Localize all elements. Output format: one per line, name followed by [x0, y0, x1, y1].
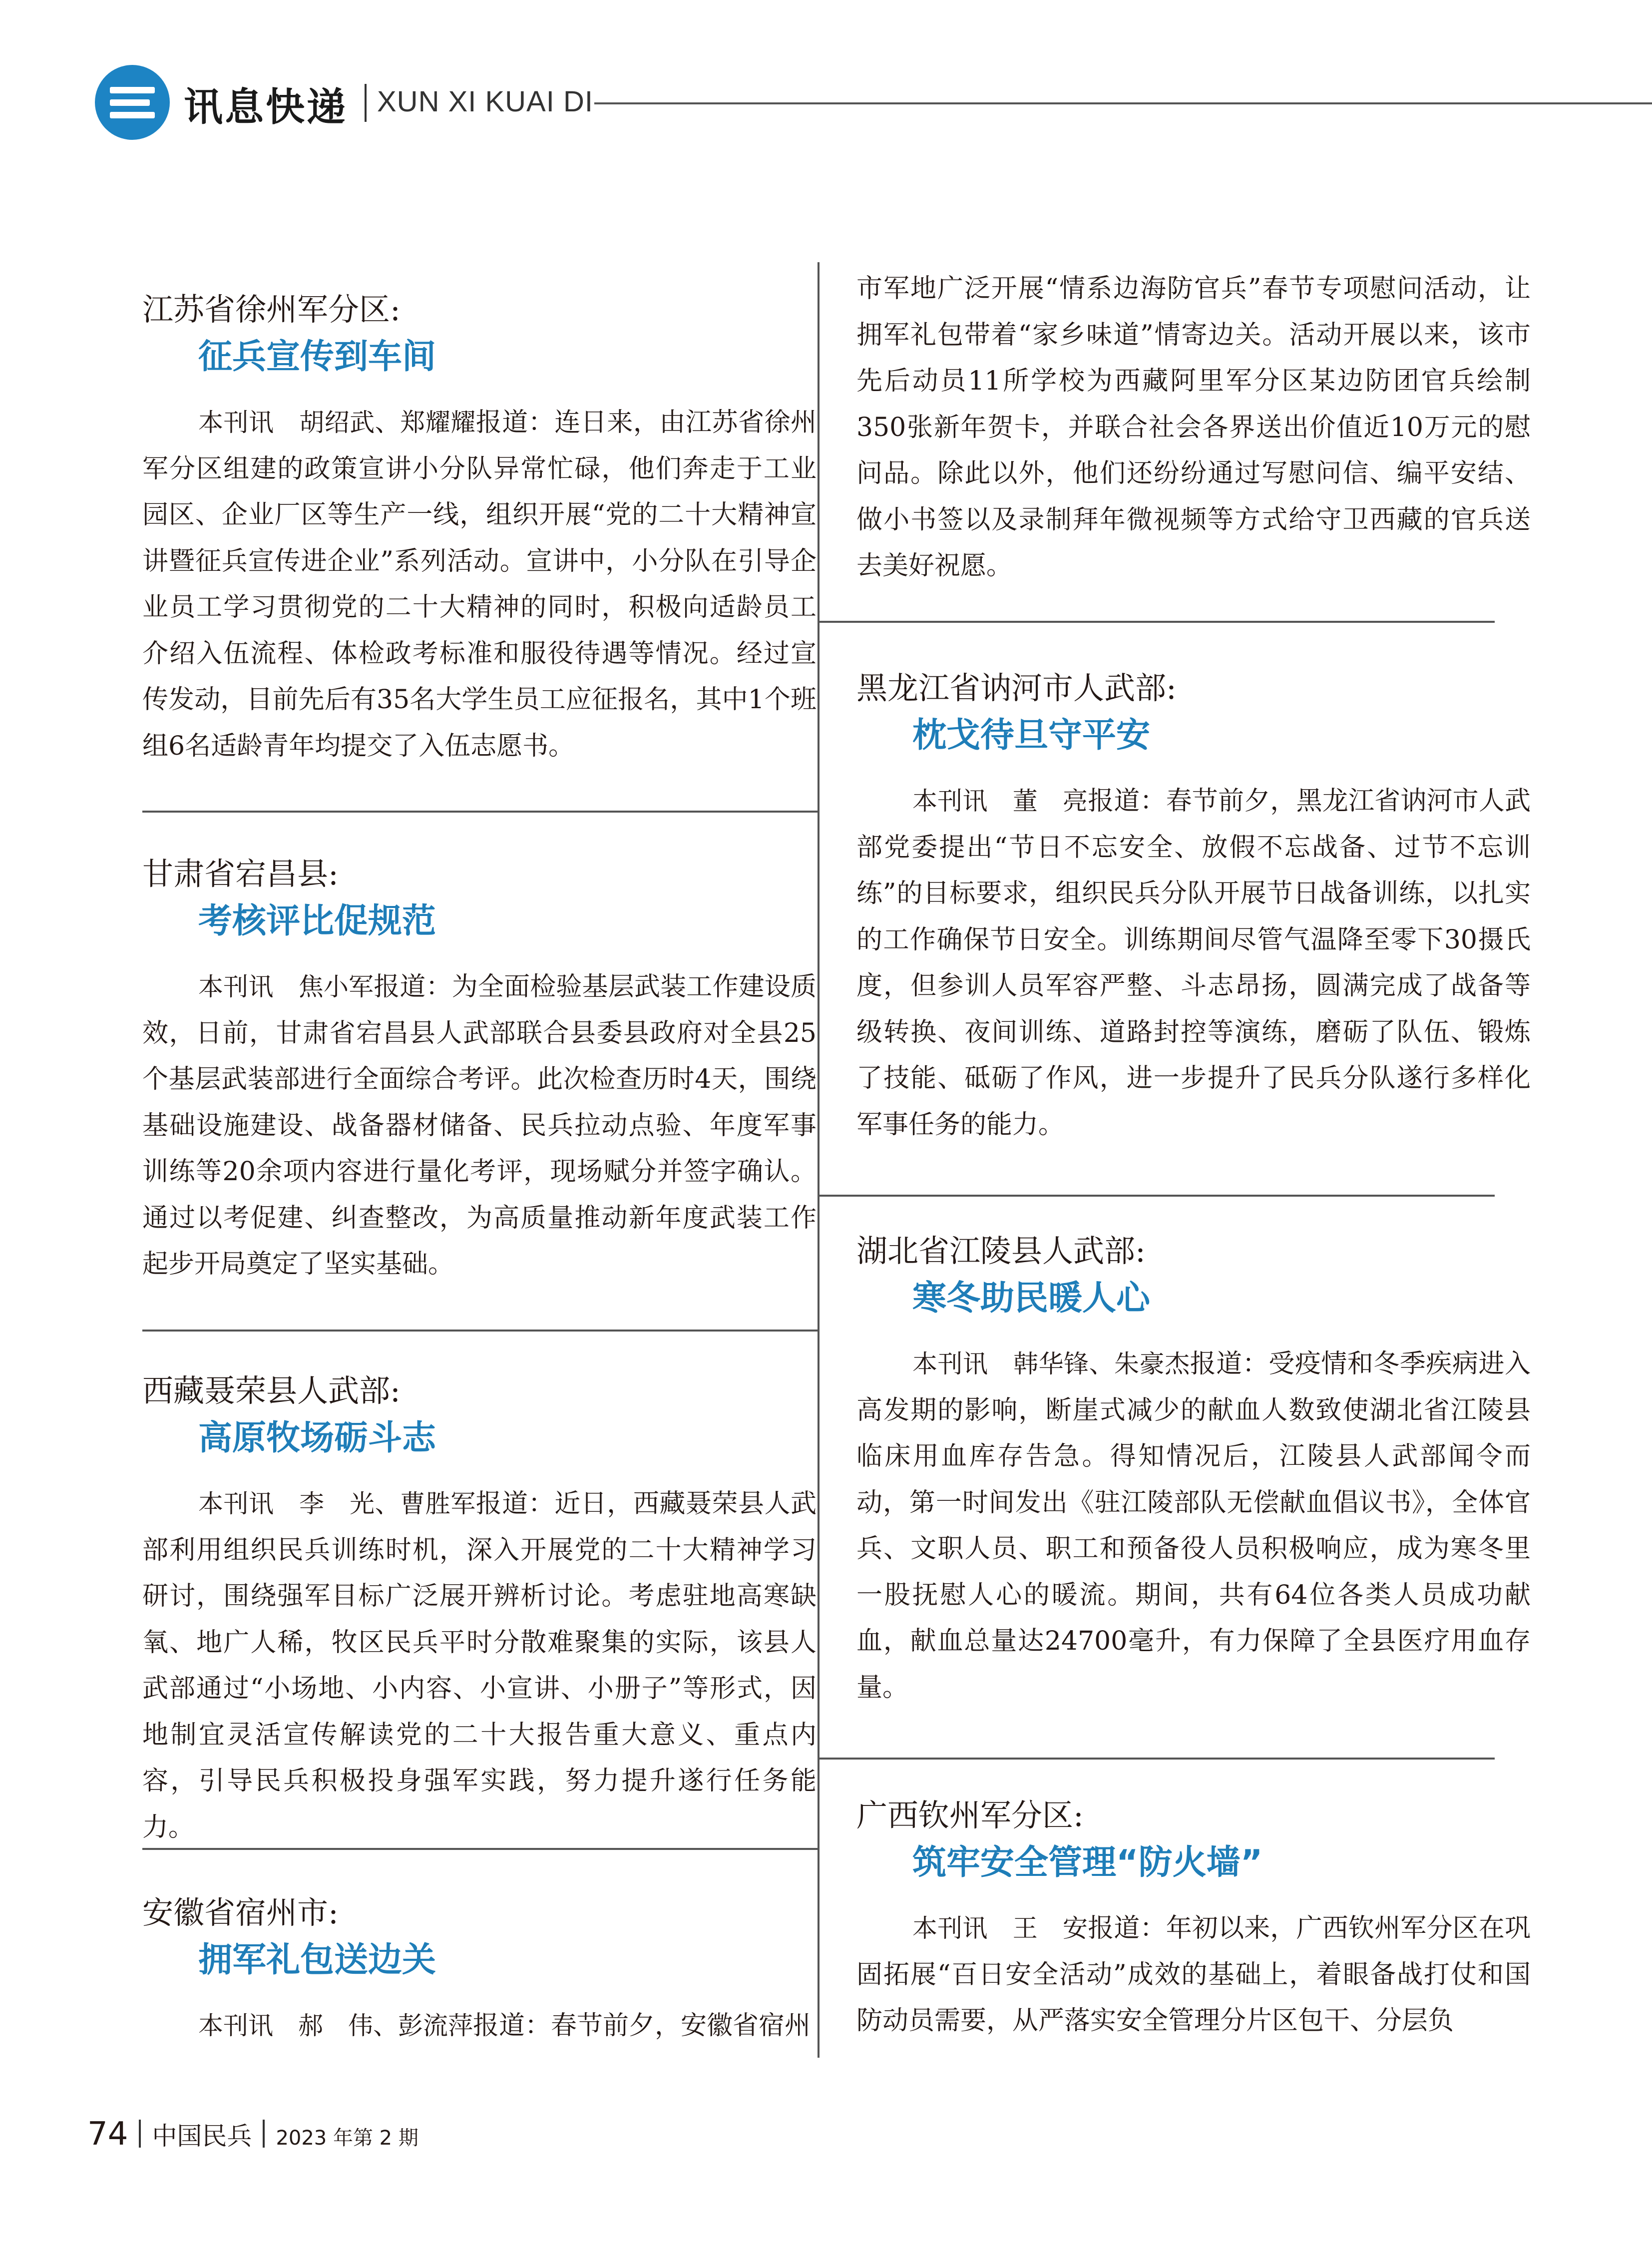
- article-headline: 寒冬助民暖人心: [912, 1279, 1151, 1318]
- footer-separator: [263, 2120, 265, 2148]
- article-byline: 本刊讯 胡绍武、郑耀耀: [198, 408, 476, 437]
- article-suzhou: [142, 1893, 817, 2049]
- article-region: 黑龙江省讷河市人武部:: [856, 670, 1177, 706]
- article-qinzhou: [856, 1795, 1531, 2044]
- article-headline: 拥军礼包送边关: [198, 1940, 436, 1980]
- article-divider: [142, 1330, 818, 1332]
- article-byline: 本刊讯 董 亮: [912, 787, 1088, 816]
- article-headline: 筑牢安全管理“防火墙”: [912, 1843, 1263, 1882]
- article-byline: 本刊讯 焦小军: [198, 972, 374, 1001]
- article-byline: 本刊讯 韩华锋、朱豪杰: [912, 1349, 1190, 1378]
- article-xuzhou: [142, 290, 817, 769]
- article-text: 报道：为全面检验基层武装工作建设质效，日前，甘肃省宕昌县人武部联合县委县政府对全县25个基层武装部进行全面综合考评。此次检查历时4天，围绕基础设施建设、战备器材储备、民兵拉动点验、年度军事训练等20余项内容进行量化考评，现场赋分并签字确认。通过以考促建、纠查整改，为高质量推动新年度武装工作起步开局奠定了坚实基础。: [142, 972, 817, 1279]
- article-suzhou-continued: [856, 266, 1531, 589]
- article-headline: 枕戈待旦守平安: [912, 716, 1151, 755]
- article-divider: [820, 621, 1495, 623]
- section-header: [95, 65, 1652, 140]
- header-rule: [594, 102, 1652, 104]
- footer-separator: [139, 2120, 141, 2148]
- article-text: 报道：连日来，由江苏省徐州军分区组建的政策宣讲小分队异常忙碌，他们奔走于工业园区、企业厂区等生产一线，组织开展“党的二十大精神宣讲暨征兵宣传进企业”系列活动。宣讲中，小分队在引导企业员工学习贯彻党的二十大精神的同时，积极向适龄员工介绍入伍流程、体检政考标准和服役待遇等情况。经过宣传发动，目前先后有35名大学生员工应征报名，其中1个班组6名适龄青年均提交了入伍志愿书。: [142, 408, 817, 761]
- article-divider: [820, 1195, 1495, 1197]
- article-body: [142, 964, 817, 1288]
- section-subtitle: XUN XI KUAI DI: [377, 85, 593, 118]
- article-region: 湖北省江陵县人武部:: [856, 1233, 1146, 1269]
- article-body: [142, 400, 817, 769]
- article-body: [856, 778, 1531, 1148]
- article-text: 报道：受疫情和冬季疾病进入高发期的影响，断崖式减少的献血人数致使湖北省江陵县临床用血库存告急。得知情况后，江陵县人武部闻令而动，第一时间发出《驻江陵部队无偿献血倡议书》，全体官兵、文职人员、职工和预备役人员积极响应，成为寒冬里一股抚慰人心的暖流。期间，共有64位各类人员成功献血，献血总量达24700毫升，有力保障了全县医疗用血存量。: [856, 1349, 1531, 1703]
- article-body-continued: 市军地广泛开展“情系边海防官兵”春节专项慰问活动，让拥军礼包带着“家乡味道”情寄边关。活动开展以来，该市先后动员11所学校为西藏阿里军分区某边防团官兵绘制350张新年贺卡，并联合社会各界送出价值近10万元的慰问品。除此以外，他们还纷纷通过写慰问信、编平安结、做小书签以及录制拜年微视频等方式给守卫西藏的官兵送去美好祝愿。: [856, 274, 1531, 581]
- article-dangchang: [142, 854, 817, 1288]
- article-byline: 本刊讯 郝 伟、彭流萍: [198, 2011, 473, 2040]
- column-divider: [818, 262, 820, 2058]
- article-headline: 征兵宣传到车间: [198, 337, 436, 377]
- page-number: 74: [87, 2116, 128, 2153]
- header-separator: [365, 84, 367, 122]
- section-title: 讯息快递: [184, 85, 348, 130]
- article-nierong: [142, 1371, 817, 1850]
- article-byline: 本刊讯 王 安: [912, 1914, 1088, 1943]
- article-region: 西藏聂荣县人武部:: [142, 1372, 401, 1409]
- article-divider: [142, 1848, 818, 1850]
- article-region: 江苏省徐州军分区:: [142, 291, 401, 328]
- article-region: 广西钦州军分区:: [856, 1797, 1084, 1833]
- article-text: 报道：春节前夕，安徽省宿州: [473, 2011, 811, 2041]
- list-lines-icon: [95, 65, 170, 140]
- article-headline: 高原牧场砺斗志: [198, 1418, 436, 1458]
- article-body: [856, 1341, 1531, 1711]
- magazine-name: 中国民兵: [152, 2122, 252, 2151]
- article-divider: [820, 1758, 1495, 1760]
- article-divider: [142, 811, 818, 813]
- article-text: 报道：春节前夕，黑龙江省讷河市人武部党委提出“节日不忘安全、放假不忘战备、过节不忘训练”的目标要求，组织民兵分队开展节日战备训练，以扎实的工作确保节日安全。训练期间尽管气温降至零下30摄氏度，但参训人员军容严整、斗志昂扬，圆满完成了战备等级转换、夜间训练、道路封控等演练，磨砺了队伍、锻炼了技能、砥砺了作风，进一步提升了民兵分队遂行多样化军事任务的能力。: [856, 786, 1531, 1140]
- article-text: 报道：近日，西藏聂荣县人武部利用组织民兵训练时机，深入开展党的二十大精神学习研讨，围绕强军目标广泛展开辨析讨论。考虑驻地高寒缺氧、地广人稀，牧区民兵平时分散难聚集的实际，该县人武部通过“小场地、小内容、小宣讲、小册子”等形式，因地制宜灵活宣传解读党的二十大报告重大意义、重点内容，引导民兵积极投身强军实践，努力提升遂行任务能力。: [142, 1489, 817, 1842]
- article-body: [142, 1481, 817, 1850]
- article-byline: 本刊讯 李 光、曹胜军: [198, 1489, 476, 1518]
- article-text: 报道：年初以来，广西钦州军分区在巩固拓展“百日安全活动”成效的基础上，着眼备战打仗和国防动员需要，从严落实安全管理分片区包干、分层负: [856, 1913, 1531, 2036]
- article-nehe: [856, 668, 1531, 1148]
- article-region: 甘肃省宕昌县:: [142, 856, 339, 892]
- article-region: 安徽省宿州市:: [142, 1894, 339, 1931]
- article-body: [142, 2003, 817, 2049]
- article-body: [856, 1905, 1531, 2044]
- article-headline: 考核评比促规范: [198, 901, 436, 941]
- issue-label: 2023 年第 2 期: [276, 2127, 418, 2150]
- page-footer: [87, 2116, 418, 2156]
- article-jiangling: [856, 1231, 1531, 1711]
